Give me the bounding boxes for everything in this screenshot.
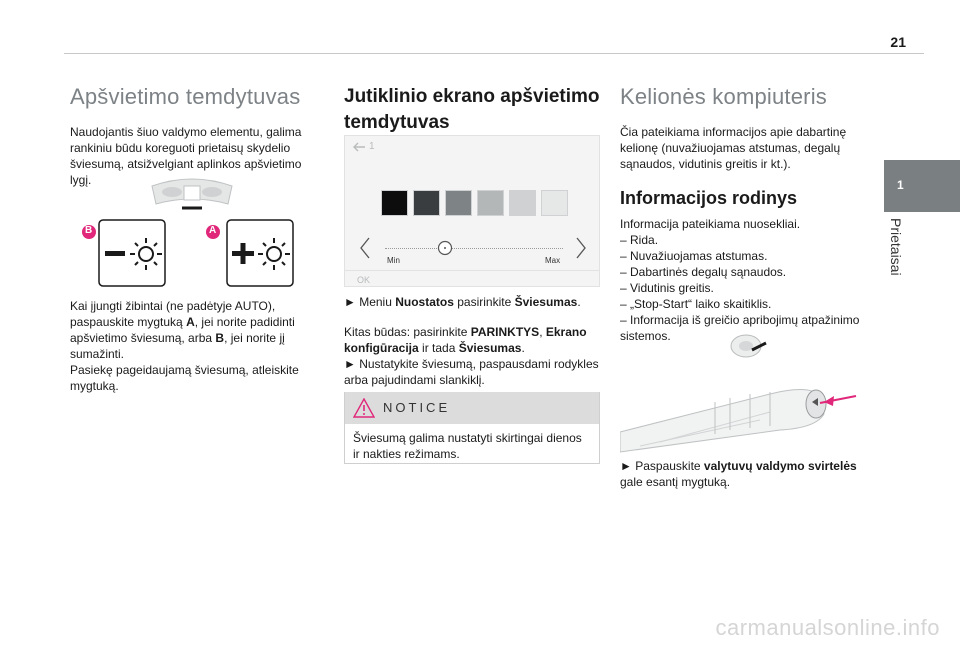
info-list-intro: Informacija pateikiama nuosekliai.: [620, 217, 801, 231]
chapter-label-text: Prietaisai: [888, 218, 904, 276]
dimmer-instruction-1: Kai įjungti žibintai (ne padėtyje AUTO), paspauskite mygtuką A, jei norite padidinti apšvietimo šviesumą, arba B, jei norite jį sumažinti.: [70, 299, 295, 361]
touchscreen-alt-path: Kitas būdas: pasirinkite PARINKTYS, Ekrano konfigūracija ir tada Šviesumas.: [344, 325, 587, 355]
info-list: [620, 232, 860, 344]
steering-wheel-illustration: [728, 330, 768, 360]
dimmer-title: Apšvietimo temdytuvas: [70, 84, 301, 109]
dimmer-instruction-2: Pasiekę pageidaujamą šviesumą, atleiskite mygtuką.: [70, 363, 299, 393]
slider-handle[interactable]: [437, 240, 453, 256]
column-dimmer: [70, 84, 326, 188]
top-rule: [64, 53, 924, 54]
watermark: carmanualsonline.info: [715, 615, 940, 640]
marker-a-label: A: [209, 225, 217, 236]
trip-computer-intro: Čia pateikiama informacijos apie dabartinę kelionę (nuvažiuojamas atstumas, degalų sąnaudos, vidutinis greitis ir kt.).: [620, 125, 847, 171]
chapter-tab-number: 1: [897, 178, 904, 192]
dimmer-instructions: [70, 298, 326, 394]
info-list-item: – Rida.: [620, 233, 659, 247]
brightness-swatch-5[interactable]: [509, 190, 536, 216]
info-display-title: Informacijos rodinys: [620, 188, 798, 208]
brightness-swatch-1[interactable]: [381, 190, 408, 216]
notice-header: [345, 392, 599, 424]
slider-left-arrow-icon[interactable]: [359, 236, 371, 260]
marker-b-label: B: [85, 225, 93, 236]
notice-box: [344, 392, 600, 464]
slider-track[interactable]: [385, 248, 563, 249]
back-arrow-icon[interactable]: [351, 141, 367, 153]
touchscreen-steps: [344, 294, 602, 388]
chapter-tab[interactable]: [884, 160, 960, 212]
slider-min-label: Min: [387, 256, 400, 265]
trip-computer-title: Kelionės kompiuteris: [620, 84, 827, 109]
info-list-item: – Dabartinės degalų sąnaudos.: [620, 265, 787, 279]
brightness-swatch-4[interactable]: [477, 190, 504, 216]
screen-ok-button[interactable]: OK: [357, 275, 371, 285]
slider-max-label: Max: [545, 256, 561, 265]
warning-icon: [353, 398, 375, 418]
button-a-marker: [206, 225, 220, 244]
info-list-item: – Nuvažiuojamas atstumas.: [620, 249, 768, 263]
brightness-swatch-6[interactable]: [541, 190, 568, 216]
touchscreen-step-1: ► Meniu Nuostatos pasirinkite Šviesumas.: [344, 295, 581, 309]
page-number: 21: [890, 34, 906, 50]
column-touchscreen: [344, 84, 602, 136]
touchscreen-step-2: ► Nustatykite šviesumą, paspausdami rodykles arba pajudindami slankiklį.: [344, 357, 599, 387]
button-b-marker: [82, 225, 96, 244]
touchscreen-title: Jutiklinio ekrano apšvietimo temdytuvas: [344, 86, 600, 133]
column-trip-computer: [620, 84, 860, 344]
dimmer-intro: Naudojantis šiuo valdymo elementu, galima rankiniu būdu koreguoti prietaisų skydelio šviesumą, atsižvelgiant aplinkos apšvietimo lygį.: [70, 125, 302, 187]
wiper-stalk-illustration: [620, 372, 860, 456]
dimmer-increase-button[interactable]: [226, 219, 294, 287]
info-list-item: – Informacija iš greičio apribojimų atpažinimo sistemos.: [620, 313, 860, 343]
trip-computer-step: [620, 458, 860, 490]
dashboard-illustration: [146, 176, 238, 212]
notice-title: NOTICE: [383, 400, 451, 415]
brightness-swatch-2[interactable]: [413, 190, 440, 216]
notice-text: Šviesumą galima nustatyti skirtingai dienos ir nakties režimams.: [353, 431, 582, 461]
brightness-swatch-3[interactable]: [445, 190, 472, 216]
screen-back-label: 1: [369, 141, 375, 152]
slider-right-arrow-icon[interactable]: [575, 236, 587, 260]
chapter-label: [886, 218, 910, 318]
info-list-item: – Vidutinis greitis.: [620, 281, 714, 295]
wiper-stalk-instruction: ► Paspauskite valytuvų valdymo svirtelės gale esantį mygtuką.: [620, 459, 857, 489]
info-list-item: – „Stop-Start“ laiko skaitiklis.: [620, 297, 772, 311]
dimmer-decrease-button[interactable]: [98, 219, 166, 287]
brightness-screen: [344, 135, 600, 287]
